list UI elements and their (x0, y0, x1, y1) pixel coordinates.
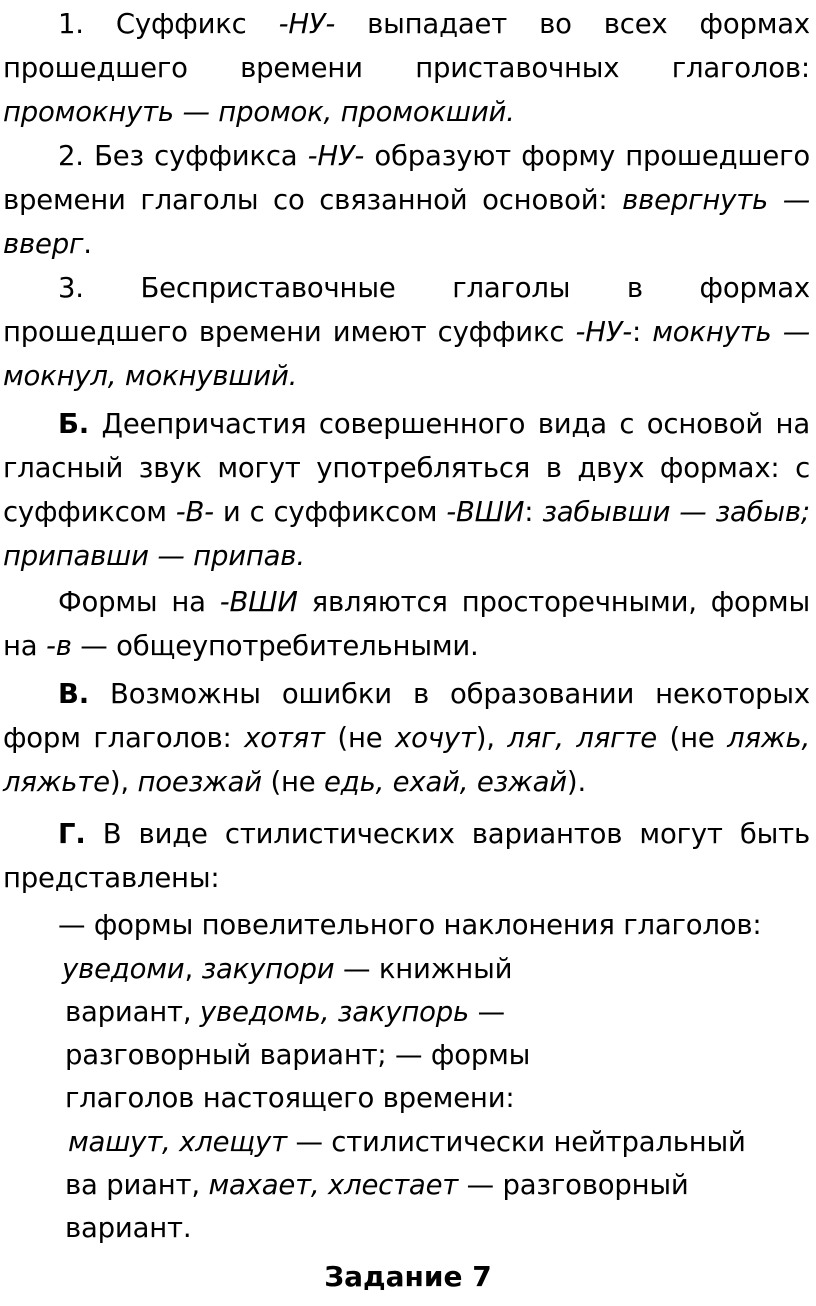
suffix-example: -В- (175, 496, 214, 528)
paragraph-3: 3. Бесприставочные глаголы в формах прошедшего времени имеют суффикс -НУ-: мокнуть — мокнул, мокнувший. (3, 272, 811, 392)
suffix-example: -ВШИ (219, 586, 298, 618)
list-line-8: вариант. (65, 1212, 192, 1244)
section-label: Б. (58, 408, 90, 440)
word-example: промокнуть — промок, промокший. (3, 96, 515, 128)
list-line-2: уведоми, закупори — книжный (62, 953, 513, 985)
list-line-5: глаголов настоящего времени: (65, 1082, 515, 1114)
suffix-example: -НУ- (307, 140, 365, 172)
list-line-6: машут, хлещут — стилистически нейтральный (68, 1126, 746, 1158)
list-line-3: вариант, уведомь, закупорь — (65, 996, 505, 1028)
word-example: ввергнуть — вверг (3, 184, 811, 260)
word-example: забывши — забыв; припавши — припав. (3, 496, 811, 572)
suffix-example: -НУ- (575, 316, 632, 348)
list-line-4: разговорный вариант; — формы (65, 1039, 531, 1071)
list-line-7: ва риант, махает, хлестает — разговорный (65, 1169, 689, 1201)
paragraph-2: 2. Без суффикса -НУ- образуют форму прошедшего времени глаголы со связанной основой: ввергнуть — вверг. (3, 140, 811, 260)
list-line-1: — формы повелительного наклонения глаголов: (58, 909, 762, 941)
task-title: Задание 7 (324, 1260, 492, 1293)
word-example: мокнуть — мокнул, мокнувший. (3, 316, 811, 392)
paragraph-number: 3. (58, 272, 84, 304)
suffix-example: -ВШИ (446, 496, 525, 528)
paragraph-1: 1. Суффикс -НУ- выпадает во всех формах прошедшего времени приставочных глаголов: промокнуть — промок, промокший. (3, 8, 810, 128)
paragraph-number: 2. (58, 140, 84, 172)
suffix-example: -НУ- (278, 8, 336, 40)
paragraph-number: 1. (58, 8, 84, 40)
section-label: В. (58, 678, 90, 710)
paragraph-g: Г. В виде стилистических вариантов могут быть представлены: (3, 818, 810, 894)
paragraph-b: Б. Деепричастия совершенного вида с основой на гласный звук могут употребляться в двух формах: с суффиксом -В- и с суффиксом -ВШИ: забывши — забыв; припавши — припав. (3, 408, 811, 572)
section-label: Г. (58, 818, 86, 850)
paragraph-v: В. Возможны ошибки в образовании некоторых форм глаголов: хотят (не хочут), ляг, лягте (не ляжь, ляжьте), поезжай (не едь, ехай, езжай). (3, 678, 810, 798)
paragraph-forms: Формы на -ВШИ являются просторечными, формы на -в — общеупотребительными. (3, 586, 810, 662)
suffix-example: -в (45, 630, 72, 662)
